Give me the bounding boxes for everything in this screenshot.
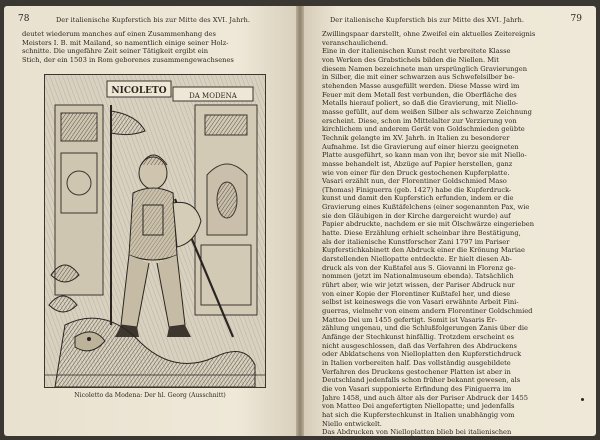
text-line: Zwillingspaar darstellt, ohne Zweifel ein aktuelles Zeitereignis xyxy=(322,30,536,38)
inscription-da-modena: DA MODENA xyxy=(189,92,237,100)
text-line: von Matteo Dei angefertigten Niellopatte; und jedenfalls xyxy=(322,402,515,411)
text-line: die von Vasari supponierte Erfindung des Finiguerra im xyxy=(322,384,512,393)
body-text xyxy=(22,30,282,65)
text-line: kirchlichem und anderem Gerät von Goldschmieden geübte xyxy=(322,125,525,134)
ink-spot xyxy=(581,398,584,401)
text-line: selbst ist keineswegs die von Vasari erwähnte Arbeit Fini- xyxy=(322,298,519,307)
text-line: Deutschland jedenfalls schon früher bekannt gewesen, als xyxy=(322,376,521,385)
text-line: als der italienische Kunstforscher Zani 1797 im Pariser xyxy=(322,237,510,246)
engraving-illustration xyxy=(44,74,266,388)
caption-text: Nicoletto da Modena: Der hl. Georg xyxy=(74,392,187,399)
saint-george-engraving xyxy=(45,75,265,387)
text-line: masse behandelt ist, Abzüge auf Papier herstellen, ganz xyxy=(322,159,513,168)
text-line: wie von einer für den Druck gestochenen Kupferplatte. xyxy=(322,168,510,177)
book-gutter xyxy=(296,6,304,436)
text-line: Das Abdrucken von Nielloplatten blieb bei italienischen xyxy=(322,428,512,436)
text-line: sie den Gläubigen in der Kirche dargereicht wurde) auf xyxy=(322,211,511,220)
text-line: Eine in der italienischen Kunst recht verbreitete Klasse xyxy=(322,47,511,56)
text-line: diesem Namen bezeichnete man ursprünglich Gravierungen xyxy=(322,64,528,73)
text-line: Papier abdruckte, nachdem er sie mit Ölschwärze eingerieben xyxy=(322,220,535,229)
text-line: Meisters I. B. mit Mailand, so namentlich einige seiner Holz- xyxy=(22,38,229,47)
text-line: hatte. Diese Erzählung erhielt scheinbar ihre Bestätigung, xyxy=(322,229,521,238)
text-line: von Werken des Grabstichels bilden die Niellen. Mit xyxy=(322,55,499,64)
right-page xyxy=(304,6,596,436)
text-line: nicht ausgeschlossen, daß das Verfahren des Abdruckens xyxy=(322,341,517,350)
text-line: zählung ungenau, und die Schlußfolgerungen Zanis über die xyxy=(322,324,528,333)
text-line: darstellenden Niellopatte entdeckte. Er hielt diesen Ab- xyxy=(322,255,512,264)
text-line: von einer Kopie der Florentiner Kußtafel her, und diese xyxy=(322,289,511,298)
left-page xyxy=(4,6,296,436)
caption-note: (Ausschnitt) xyxy=(188,392,226,399)
page-number: 79 xyxy=(570,14,582,24)
text-line: hat sich die Kupferstechkunst in Italien unabhängig vom xyxy=(322,410,515,419)
text-line: Technik gelangte im XV. Jahrh. in Italien zu besonderer xyxy=(322,133,510,142)
text-line: Aufnahme. Ist die Gravierung auf einer hierzu geeigneten xyxy=(322,142,519,151)
text-line: guerras, vielmehr von einem andern Florentiner Goldschmied xyxy=(322,307,533,315)
page-number: 78 xyxy=(18,14,30,24)
running-head: Der italienische Kupferstich bis zur Mitte des XVI. Jahrh. xyxy=(330,16,525,24)
text-line: in Silber, die mit einer schwarzen aus Schwefelsilber be- xyxy=(322,73,515,82)
inscription-nicoleto: NICOLETO xyxy=(111,86,167,96)
text-line: druck als von der Kußtafel aus S. Giovanni in Florenz ge- xyxy=(322,263,516,272)
text-line: nommen (jetzt im Nationalmuseum ebenda). Tatsächlich xyxy=(322,272,514,281)
text-line: Matteo Dei um 1455 gefertigt. Somit ist Vasaris Er- xyxy=(322,315,497,324)
text-line: in Italien vorbereiten half. Das vollständig ausgebildete xyxy=(322,358,511,367)
text-line: stehenden Masse ausgefüllt werden. Diese Masse wird im xyxy=(322,81,520,90)
text-line: Gravierung eines Kußtäfelchens (einer sogenannten Pax, wie xyxy=(322,203,530,212)
text-line: erscheint. Diese, schon im Mittelalter zur Verzierung von xyxy=(322,116,517,125)
text-line: kunst und damit den Kupferstich erfunden, indem er die xyxy=(322,194,514,203)
figure-caption xyxy=(4,392,296,399)
running-head: Der italienische Kupferstich bis zur Mitte des XVI. Jahrh. xyxy=(56,16,251,24)
text-line: rührt aber, wie wir jetzt wissen, der Pariser Abdruck nur xyxy=(322,281,515,290)
text-line: Metalls hierauf poliert, so daß die Gravierung, mit Niello- xyxy=(322,99,518,108)
text-line: Stich, der ein 1503 in Rom geborenes zusammengewachsenes xyxy=(22,55,234,64)
text-line: Vasari erzählt nun, der Florentiner Goldschmied Maso xyxy=(322,177,507,186)
text-line: schnitte. Die ungefähre Zeit seiner Tätigkeit ergibt ein xyxy=(22,47,209,56)
text-line: Anfänge der Stechkunst hinfällig. Trotzdem erscheint es xyxy=(322,332,515,341)
text-line: deutet wiederum manches auf einen Zusammenhang des xyxy=(22,30,216,38)
text-line: Feuer mit dem Metall fest verbunden, die Oberfläche des xyxy=(322,90,517,99)
text-line: (Thomas) Finiguerra (geb. 1427) habe die Kupferdruck- xyxy=(322,185,512,194)
text-line: Platte ausgeführt, so kann man von ihr, bevor sie mit Niello- xyxy=(322,151,527,160)
text-line: Niello entwickelt. xyxy=(322,419,382,428)
text-line: masse gefüllt, auf dem weißen Silber als schwarze Zeichnung xyxy=(322,107,532,116)
text-line: Verfahren des Druckens gestochener Platten ist aber in xyxy=(322,367,511,376)
body-text xyxy=(322,30,584,436)
text-line: Jahre 1458, und auch älter als der Pariser Abdruck der 1455 xyxy=(322,393,528,402)
text-line: veranschaulichend. xyxy=(322,38,389,47)
text-line: Kupferstichkabinett den Abdruck einer die Krönung Mariae xyxy=(322,246,525,255)
text-line: oder Abklatschens von Nielloplatten den Kupferstichdruck xyxy=(322,350,522,359)
